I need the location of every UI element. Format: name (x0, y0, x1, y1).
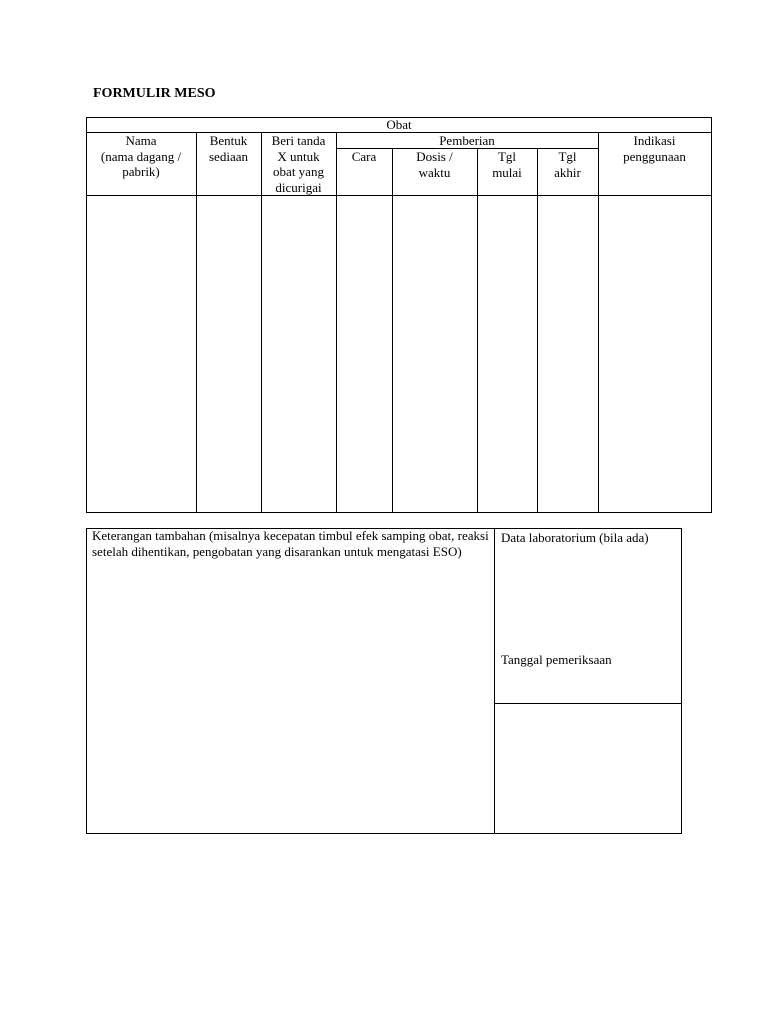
data-lab-label: Data laboratorium (bila ada) (501, 530, 649, 545)
lower-mid-divider (494, 528, 495, 834)
col-header-cara: Cara (351, 149, 377, 164)
table-right-border (711, 117, 712, 513)
entry-cell-dosis[interactable] (393, 196, 477, 512)
entry-cell-tgl-akhir[interactable] (538, 196, 598, 512)
lower-right-border (681, 528, 682, 834)
obat-group-header: Obat (386, 117, 412, 132)
entry-cell-nama[interactable] (87, 196, 196, 512)
tanggal-pemeriksaan-label: Tanggal pemeriksaan (501, 652, 612, 667)
col-header-beri-tanda: Beri tanda X untuk obat yang dicurigai (271, 133, 326, 195)
col-header-indikasi: Indikasi penggunaan (623, 133, 686, 164)
keterangan-entry-area[interactable] (88, 580, 492, 830)
col-header-nama: Nama (nama dagang / pabrik) (100, 133, 182, 179)
lab-divider (494, 703, 682, 704)
col-header-tgl-mulai: Tgl mulai (492, 149, 522, 180)
col-header-tgl-akhir: Tgl akhir (554, 149, 581, 180)
entry-cell-cara[interactable] (337, 196, 392, 512)
col-header-dosis: Dosis / waktu (416, 149, 453, 180)
lower-bottom-border (86, 833, 682, 834)
col-header-bentuk: Bentuk sediaan (209, 133, 248, 164)
entry-cell-indikasi[interactable] (599, 196, 711, 512)
table-bottom-border (86, 512, 712, 513)
entry-cell-tgl-mulai[interactable] (478, 196, 537, 512)
lab-entry-area[interactable] (496, 705, 680, 831)
keterangan-label: Keterangan tambahan (misalnya kecepatan timbul efek samping obat, reaksi setelah dihentikan, pengobatan yang disarankan untuk mengatasi ESO) (92, 528, 489, 559)
entry-cell-beri-tanda[interactable] (262, 196, 336, 512)
form-title: FORMULIR MESO (93, 86, 216, 101)
entry-cell-bentuk[interactable] (197, 196, 261, 512)
col-header-pemberian: Pemberian (439, 133, 495, 148)
lower-left-border (86, 528, 87, 834)
